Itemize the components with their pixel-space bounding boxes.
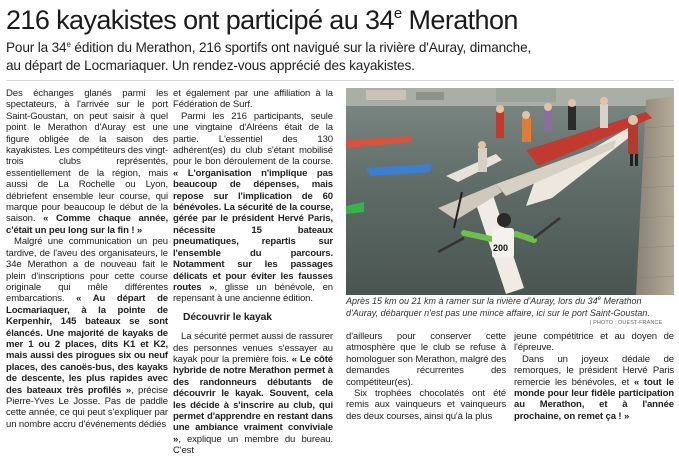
article-column-1 [6, 88, 168, 430]
paragraph: Dans un joyeux dédale de remorques, le président Hervé Paris remercie les bénévoles, et « tout le monde pour leur fidèle participation au Merathon, et à l'année prochaine, on remet ça ! » [514, 353, 674, 422]
paragraph: Parmi les 216 participants, seule une vingtaine d'Alréens était de la partie. L'essentiel des 130 adhérent(es) du club s'étant mobilisé pour le bon déroulement de la course. « L'organisation n'implique pas beaucoup de dépenses, mais repose sur l'implication de 60 bénévoles. La sécurité de la course, gérée par le président Hervé Paris, nécessite 15 bateaux pneumatiques, repartis sur l'ensemble du parcours. Notamment sur les passages délicats et pour éviter les fausses routes », glisse un bénévole, en repensant à une ancienne édition. [173, 110, 334, 305]
article-photo [346, 88, 674, 295]
lede: Pour la 34e édition du Merathon, 216 sportifs ont navigué sur la rivière d'Auray, dimanche, au départ de Locmariaquer. Un rendez-vous apprécié des kayakistes. [6, 40, 532, 73]
photo-credit: | PHOTO : OUEST-FRANCE [590, 320, 663, 326]
divider [6, 80, 674, 81]
paragraph: et également par une affiliation à la Fédération de Surf. [173, 88, 333, 111]
paragraph: La sécurité permet aussi de rassurer des personnes venues s'essayer au kayak pour la première fois. « Le côté hybride de notre Merathon permet à des randonneurs débutants de découvrir le kayak. Souvent, cela les décide à s'inscrire au club, qui permet d'apprendre en restant dans une ambiance vraiment conviviale », explique un membre du bureau. C'est [173, 331, 333, 457]
paragraph: d'ailleurs pour conserver cette atmosphère que le club se refuse à homologuer son Merathon, malgré des demandes récurrentes des compétiteur(es). [346, 331, 506, 388]
article-column-4 [514, 331, 674, 422]
paragraph: Six trophées chocolatés ont été remis aux vainqueurs et vainqueurs des deux courses, ainsi qu'à la plus [346, 388, 506, 422]
kayak-landing-photo [346, 88, 674, 295]
article-column-2 [173, 88, 333, 457]
article-column-3 [346, 331, 506, 422]
headline: 216 kayakistes ont participé au 34e Merathon [6, 5, 518, 35]
subheading: Découvrir le kayak [183, 311, 272, 323]
bib-number: 200 [493, 243, 509, 253]
paragraph: jeune compétitrice et au doyen de l'épreuve. [514, 331, 674, 354]
paragraph: Malgré une communication un peu tardive, de l'aveu des organisateurs, le 34e Merathon a de nouveau fait le plein d'inscriptions pour cette course originale qui mêle différentes embarcations. « Au départ de Locmariaquer, à la pointe de Kerpenhir, 145 bateaux se sont élancés. Une majorité de kayaks de mer 1 ou 2 places, dits K1 et K2, mais aussi des pirogues six ou neuf places, des canoës-bus, des kayaks de descente, les plus rapides avec des bateaux très profilés », précise Pierre-Yves Le Josse. Pas de paddle cette année, ce qui peut s'expliquer par un nombre accru d'événements dédiés [6, 236, 168, 430]
paragraph: Des échanges glanés parmi les spectateurs, à l'arrivée sur le port Saint-Goustan, on peut saisir à quel point le Merathon d'Auray est une figure obligée de la saison des kayakistes. Les compétiteurs des vingt-trois clubs représentés, essentiellement de la région, mais aussi de La Rochelle ou Lyon, débriefent ensemble leur course, qui marque pour beaucoup le début de la saison. « Comme chaque année, c'était un peu long sur la fin ! » [6, 88, 168, 236]
photo-caption: Après 15 km ou 21 km à ramer sur la rivière d'Auray, lors du 34e Merathon d'Auray, débarquer n'est pas une mince affaire, ici sur le port Saint-Goustan. [346, 296, 650, 318]
